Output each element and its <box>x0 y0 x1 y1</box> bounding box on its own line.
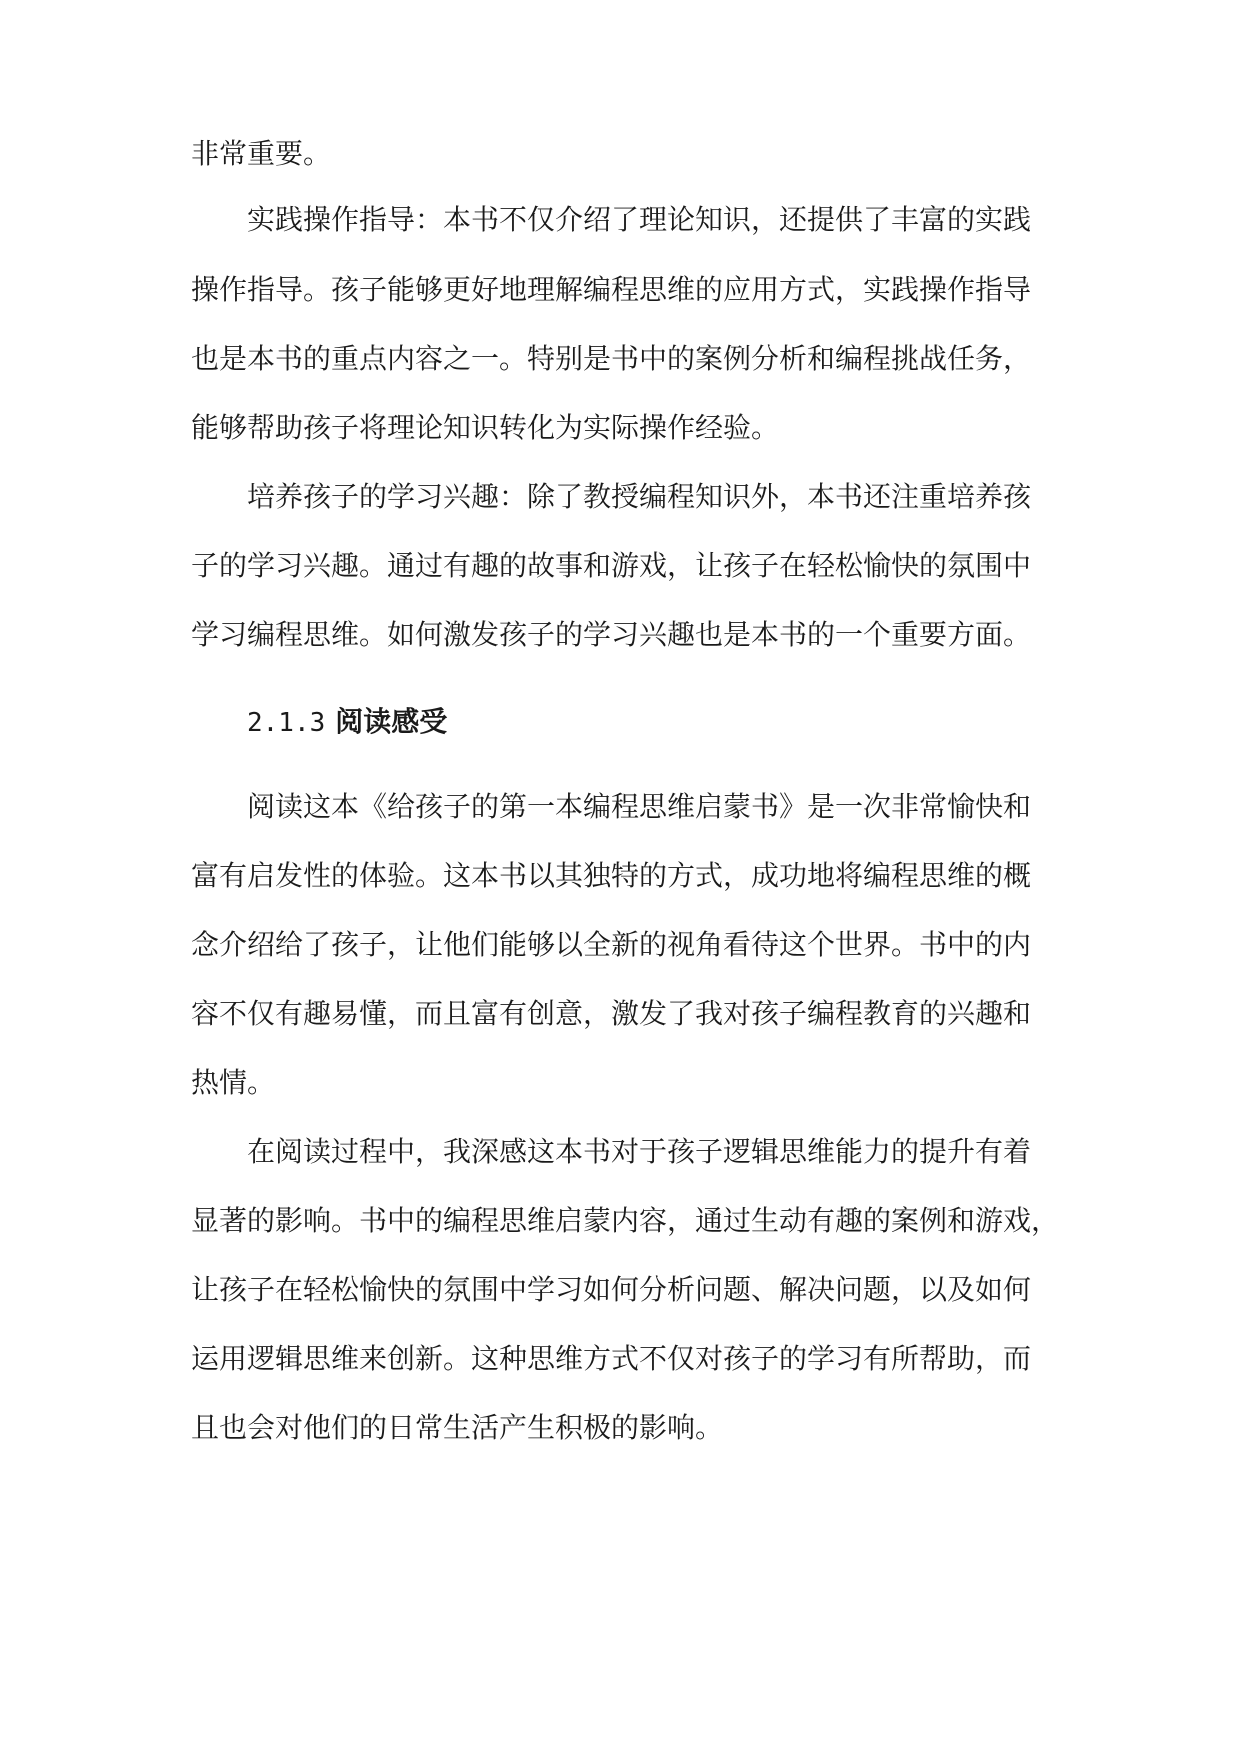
section-number: 2.1.3 <box>247 708 326 738</box>
paragraph-line: 让孩子在轻松愉快的氛围中学习如何分析问题、解决问题，以及如何 <box>191 1273 1032 1306</box>
paragraph-line: 在阅读过程中，我深感这本书对于孩子逻辑思维能力的提升有着 <box>247 1135 1032 1168</box>
paragraph-line: 阅读这本《给孩子的第一本编程思维启蒙书》是一次非常愉快和 <box>247 790 1032 823</box>
section-heading <box>247 702 447 742</box>
paragraph-line: 能够帮助孩子将理论知识转化为实际操作经验。 <box>191 411 780 444</box>
paragraph-line: 富有启发性的体验。这本书以其独特的方式，成功地将编程思维的概 <box>191 859 1032 892</box>
paragraph-line: 子的学习兴趣。通过有趣的故事和游戏，让孩子在轻松愉快的氛围中 <box>191 549 1032 582</box>
paragraph-line: 显著的影响。书中的编程思维启蒙内容，通过生动有趣的案例和游戏， <box>191 1204 1060 1237</box>
paragraph-line: 念介绍给了孩子，让他们能够以全新的视角看待这个世界。书中的内 <box>191 928 1032 961</box>
paragraph-line: 且也会对他们的日常生活产生积极的影响。 <box>191 1411 724 1444</box>
paragraph-line: 操作指导。孩子能够更好地理解编程思维的应用方式，实践操作指导 <box>191 273 1032 306</box>
paragraph-line: 热情。 <box>191 1066 276 1099</box>
paragraph-line: 容不仅有趣易懂，而且富有创意，激发了我对孩子编程教育的兴趣和 <box>191 997 1032 1030</box>
paragraph-line: 学习编程思维。如何激发孩子的学习兴趣也是本书的一个重要方面。 <box>191 618 1032 651</box>
paragraph-line: 也是本书的重点内容之一。特别是书中的案例分析和编程挑战任务， <box>191 342 1032 375</box>
paragraph-line: 培养孩子的学习兴趣：除了教授编程知识外，本书还注重培养孩 <box>247 480 1032 513</box>
paragraph-line: 非常重要。 <box>191 137 332 170</box>
paragraph-line: 运用逻辑思维来创新。这种思维方式不仅对孩子的学习有所帮助，而 <box>191 1342 1032 1375</box>
paragraph-line: 实践操作指导：本书不仅介绍了理论知识，还提供了丰富的实践 <box>247 203 1032 236</box>
section-title: 阅读感受 <box>335 705 448 738</box>
